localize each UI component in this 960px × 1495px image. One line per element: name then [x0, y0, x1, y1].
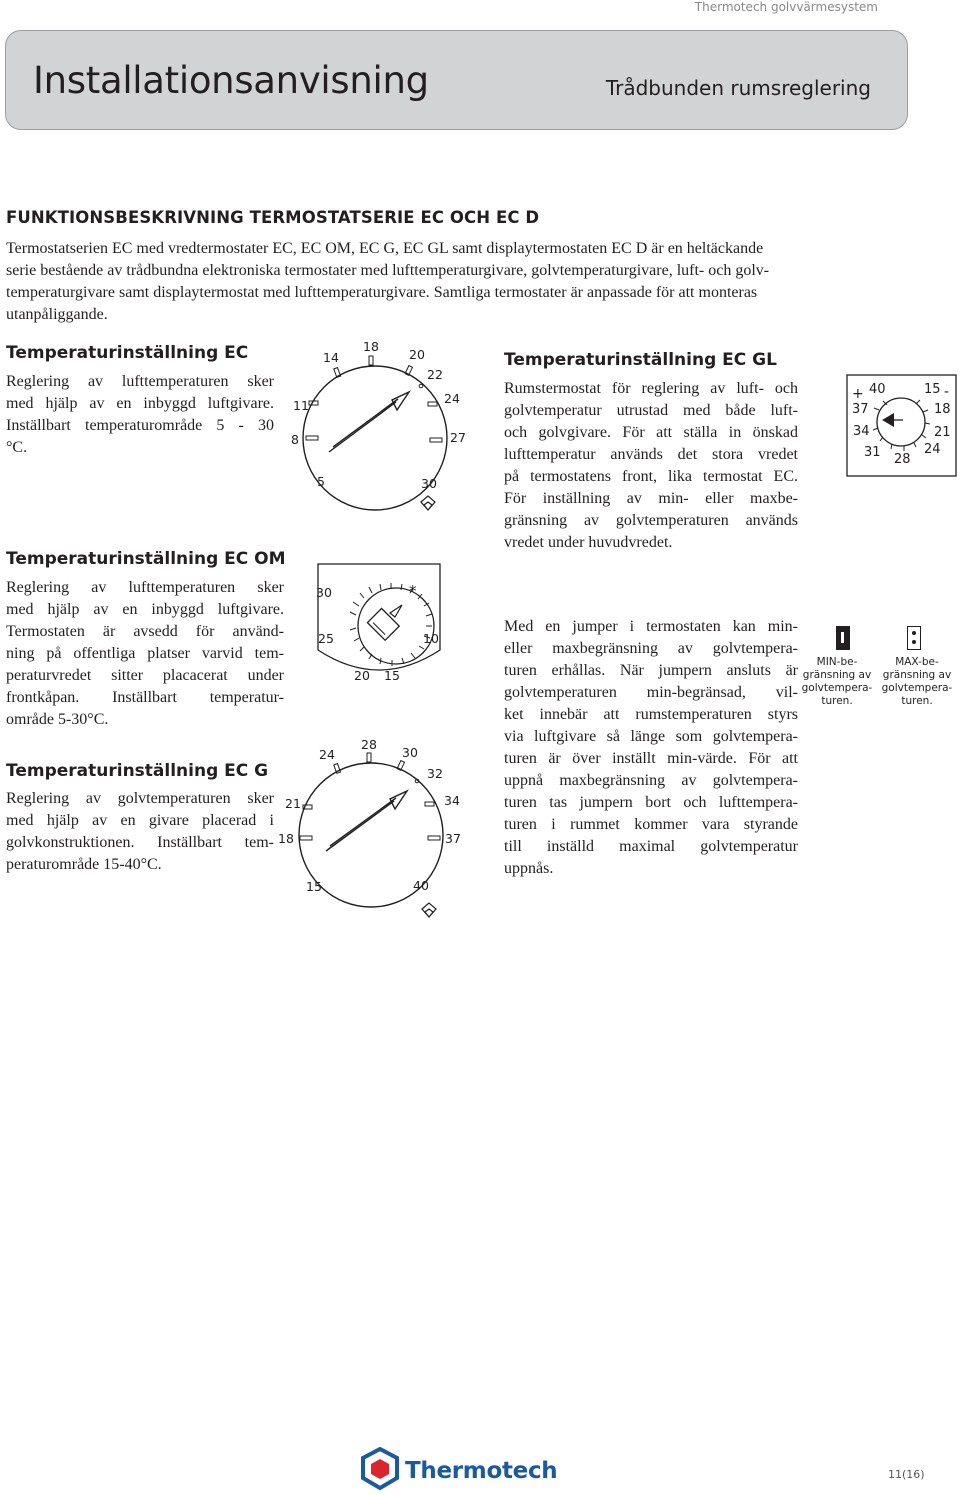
ec-om-line: ning på offentliga platser varvid tem-: [6, 645, 284, 662]
dial-label: 18: [363, 339, 379, 354]
tick-mark: [428, 836, 440, 840]
ec-om-dial-diagram: [308, 560, 448, 690]
dial-label: 34: [444, 793, 460, 808]
jumper-line: ket innebär att rumstemperaturen styrs: [504, 706, 798, 723]
jumper-line: via luftgivare så länge som golvtempera-: [504, 728, 798, 745]
dial-label: 11: [293, 398, 309, 413]
dial-label: 10: [423, 631, 439, 646]
dial-label: 20: [354, 668, 370, 683]
dial-label: 31: [864, 445, 881, 460]
dial-label: 5: [317, 474, 325, 489]
intro-paragraph: [6, 238, 896, 326]
ec-line: °C.: [6, 439, 28, 456]
tick-mark: [425, 802, 434, 806]
dial-pointer: [333, 399, 398, 447]
ec-dial-diagram: [280, 335, 480, 530]
dial-arrowhead: [882, 413, 894, 427]
dial-label: 18: [278, 831, 294, 846]
ec-gl-line: golvtemperatur utrustad med både luft-: [504, 402, 798, 419]
jumper-line: turen är över inställt min-värde. För att: [504, 750, 798, 767]
dial-label: 30: [421, 476, 437, 491]
jumper-removed-icon: [907, 626, 921, 650]
jumper-line: till inställd maximal golvtemperatur: [504, 838, 798, 855]
dial-label: +: [852, 386, 864, 402]
ec-gl-line: gränsning av golvtemperaturen används: [504, 512, 798, 529]
dial-pointer: [329, 402, 396, 452]
ec-gl-line: lufttemperatur används det stora vredet: [504, 446, 798, 463]
dial-label: 34: [853, 424, 870, 439]
ec-g-dial-diagram: [275, 733, 475, 928]
dial-knob-line: [373, 623, 385, 635]
tick-marks: [350, 583, 432, 666]
dial-arrowhead: [390, 605, 402, 617]
intro-line: temperaturgivare samt displaytermostat med lufttemperaturgivare. Samtliga termostater är anpassade för att monteras: [6, 284, 758, 301]
caption-line: gränsning av: [882, 669, 952, 681]
caption-line: gränsning av: [802, 669, 872, 681]
dial-label: 27: [450, 430, 466, 445]
ec-line: Reglering av lufttemperaturen sker: [6, 373, 274, 390]
ec-gl-line: på termostatens front, lika termostat EC.: [504, 468, 798, 485]
dial-label: 15: [384, 668, 400, 683]
tick-mark: [306, 436, 318, 440]
tick-dot: [419, 384, 423, 388]
dial-label: 24: [319, 747, 335, 762]
dial-pointer: [330, 798, 396, 846]
header-band: [5, 30, 908, 130]
dial-circle: [877, 398, 925, 446]
ec-om-line: peraturvredet sitter placacerat under: [6, 667, 284, 684]
jumper-line: uppnå maxbegränsning av golvtempera-: [504, 772, 798, 789]
dial-label: 28: [361, 737, 377, 752]
ec-om-line: Reglering av lufttemperaturen sker: [6, 579, 284, 596]
jumper-line: turen erhållas. När jumpern ansluts är: [504, 662, 798, 679]
ec-om-paragraph: [6, 577, 284, 731]
ec-heading: Temperaturinställning EC: [6, 343, 249, 363]
dial-label: 25: [318, 631, 334, 646]
ec-line: med hjälp av en inbyggd luftgivare.: [6, 395, 274, 412]
section-heading: FUNKTIONSBESKRIVNING TERMOSTATSERIE EC OCH EC D: [6, 208, 540, 227]
ec-om-heading: Temperaturinställning EC OM: [6, 549, 286, 569]
dial-label: 28: [894, 452, 911, 467]
dial-label: 30: [402, 745, 418, 760]
caption-line: golvtempera-: [801, 682, 873, 694]
frost-symbol: *: [409, 582, 417, 600]
page-number: 11(16): [888, 1468, 925, 1481]
ec-g-line: golvkonstruktionen. Inställbart tem-: [6, 834, 274, 851]
min-jumper-caption: [797, 656, 877, 708]
ec-gl-heading: Temperaturinställning EC GL: [504, 350, 777, 370]
dial-pointer: [326, 801, 394, 851]
ec-gl-line: vredet under huvudvredet.: [504, 534, 673, 551]
caption-line: golvtempera-: [881, 682, 953, 694]
dial-label: 40: [413, 878, 429, 893]
caption-line: MIN-be-: [816, 656, 858, 668]
dial-knob: [367, 608, 399, 640]
page-title: Installationsanvisning: [33, 59, 429, 102]
dial-label: 32: [427, 766, 443, 781]
tick-mark: [334, 368, 341, 378]
dial-label: 8: [291, 432, 299, 447]
tick-mark: [369, 356, 373, 365]
dial-label: -: [944, 384, 950, 400]
jumper-line: turen tas jumpern bort och lufttempera-: [504, 794, 798, 811]
intro-line: utanpåliggande.: [6, 306, 108, 323]
jumper-line: Med en jumper i termostaten kan min-: [504, 618, 798, 635]
ec-gl-line: Rumstermostat för reglering av luft- och: [504, 380, 798, 397]
ec-g-line: Reglering av golvtemperaturen sker: [6, 790, 274, 807]
caption-line: MAX-be-: [895, 656, 939, 668]
ec-g-paragraph: [6, 788, 274, 876]
jumper-line: turen i rummet kommer vara styrande: [504, 816, 798, 833]
dial-label: 14: [323, 350, 339, 365]
ec-g-line: med hjälp av en givare placerad i: [6, 812, 274, 829]
dial-label: 15: [924, 382, 941, 397]
jumper-connected-icon: [836, 626, 850, 650]
dial-label: 24: [444, 391, 460, 406]
caption-line: turen.: [821, 695, 853, 707]
ec-om-line: Termostaten är avsedd för använd-: [6, 623, 284, 640]
tick-mark: [428, 402, 437, 406]
intro-line: Termostatserien EC med vredtermostater EC, EC OM, EC G, EC GL samt displaytermostaten EC D är en heltäckande: [6, 240, 764, 257]
dial-label: 21: [285, 796, 301, 811]
dial-circle: [358, 588, 434, 664]
ec-gl-line: och golvgivare. För att ställa in önskad: [504, 424, 798, 441]
dial-label: 22: [427, 367, 443, 382]
jumper-line: eller maxbegränsning av golvtempera-: [504, 640, 798, 657]
heat-icon: [421, 496, 435, 510]
ec-om-line: område 5-30°C.: [6, 711, 109, 728]
jumper-paragraph: [504, 616, 798, 880]
jumper-line: golvtemperaturen min-begränsad, vil-: [504, 684, 798, 701]
ec-gl-line: För inställning av min- eller maxbe-: [504, 490, 798, 507]
ec-gl-dial-diagram: [846, 374, 958, 478]
ec-line: Inställbart temperaturområde 5 - 30: [6, 417, 274, 434]
brand-name: Thermotech golvvärmesystem: [694, 0, 878, 14]
dial-label: 24: [924, 442, 941, 457]
ec-om-line: frontkåpan. Inställbart temperatur-: [6, 689, 284, 706]
max-jumper-caption: [877, 656, 957, 708]
heat-icon: [422, 903, 436, 917]
dial-label: 37: [852, 402, 869, 417]
thermotech-logo-icon: [360, 1447, 400, 1491]
ec-g-line: peraturområde 15-40°C.: [6, 856, 162, 873]
dial-label: 30: [316, 585, 332, 600]
tick-mark: [300, 836, 312, 840]
ec-om-line: med hjälp av en inbyggd luftgivare.: [6, 601, 284, 618]
dial-label: 21: [934, 425, 951, 440]
ec-gl-paragraph: [504, 378, 798, 554]
tick-mark: [430, 438, 442, 442]
dial-label: 15: [306, 879, 322, 894]
dial-label: 18: [934, 402, 951, 417]
ec-g-heading: Temperaturinställning EC G: [6, 761, 269, 781]
tick-mark: [367, 753, 371, 762]
dial-label: 20: [409, 347, 425, 362]
jumper-line: uppnås.: [504, 860, 554, 877]
footer-logo-text: Thermotech: [405, 1458, 558, 1484]
caption-line: turen.: [901, 695, 933, 707]
page-subtitle: Trådbunden rumsreglering: [605, 76, 871, 100]
dial-label: 40: [869, 382, 886, 397]
dial-label: 37: [445, 831, 461, 846]
ec-paragraph: [6, 371, 274, 459]
intro-line: serie bestående av trådbundna elektroniska termostater med lufttemperaturgivare, golvtemperaturgivare, luft- och golv-: [6, 262, 770, 279]
